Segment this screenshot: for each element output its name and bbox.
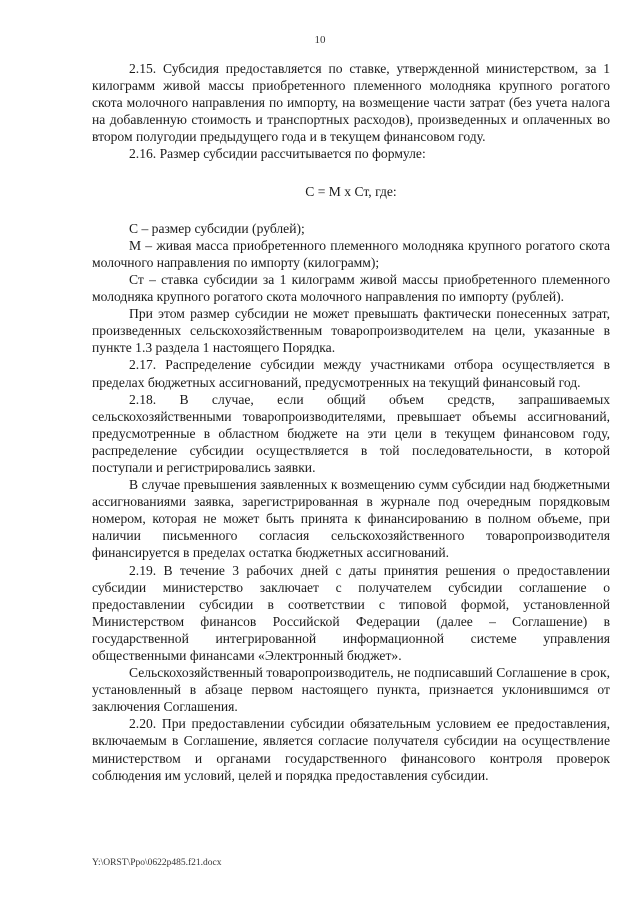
paragraph-2-19-evasion: Сельскохозяйственный товаропроизводитель, не подписавший Соглашение в срок, установленный в абзаце первом настоящего пункта, признается уклонившимся от заключения Соглашения. [92,665,610,715]
paragraph-2-15: 2.15. Субсидия предоставляется по ставке, утвержденной министерством, за 1 килограмм живой массы приобретенного племенного молодняка крупного рогатого скота молочного направления по импорту, на возмещение части затрат (без учета налога на добавленную стоимость и транспортных расходов), произведенных и оплаченных во втором полугодии предыдущего года и в текущем финансовом году. [92,61,610,145]
paragraph-2-19: 2.19. В течение 3 рабочих дней с даты принятия решения о предоставлении субсидии министерство заключает с получателем субсидии соглашение о предоставлении субсидии в соответствии с типовой формой, установленной Министерством финансов Российской Федерации (далее – Соглашение) в государственной интегрированной информационной системе управления общественными финансами «Электронный бюджет». [92,562,610,663]
paragraph-subsidy-limit: При этом размер субсидии не может превышать фактически понесенных затрат, произведенных сельскохозяйственным товаропроизводителем на цели, указанные в пункте 1.3 раздела 1 настоящего Порядка. [92,306,610,356]
definition-m: М – живая масса приобретенного племенного молодняка крупного рогатого скота молочного направления по импорту (килограмм); [92,237,610,270]
definition-st: Ст – ставка субсидии за 1 килограмм живой массы приобретенного племенного молодняка крупного рогатого скота молочного направления по импорту (рублей). [92,271,610,305]
definition-c: С – размер субсидии (рублей); [129,220,305,236]
paragraph-2-17: 2.17. Распределение субсидии между участниками отбора осуществляется в пределах бюджетных ассигнований, предусмотренных на текущий финансовый год. [92,357,610,390]
paragraph-2-20: 2.20. При предоставлении субсидии обязательным условием ее предоставления, включаемым в Соглашение, является согласие получателя субсидии на осуществление министерством и органами государственного финансового контроля проверок соблюдения им условий, целей и порядка предоставления субсидии. [92,716,610,783]
paragraph-2-18-excess: В случае превышения заявленных к возмещению сумм субсидии над бюджетными ассигнованиями заявка, зарегистрированная в журнале под очередным порядковым номером, которая не может быть принята к финансированию в полном объеме, при наличии письменного согласия сельскохозяйственного товаропроизводителя финансируется в пределах остатка бюджетных ассигнований. [92,477,610,561]
paragraph-2-18: 2.18. В случае, если общий объем средств, запрашиваемых сельскохозяйственными товаропроизводителями, превышает объемы ассигнований, предусмотренные в областном бюджете на эти цели в текущем финансовом году, распределение субсидии осуществляется в той последовательности, в которой поступали и регистрировались заявки. [92,391,610,475]
page-number: 10 [314,34,326,46]
document-body [92,60,610,784]
paragraph-2-16: 2.16. Размер субсидии рассчитывается по формуле: [129,146,426,162]
file-path-footer: Y:\ORST\Ppo\0622p485.f21.docx [92,858,222,868]
subsidy-formula: С = М х Ст, где: [305,183,397,199]
